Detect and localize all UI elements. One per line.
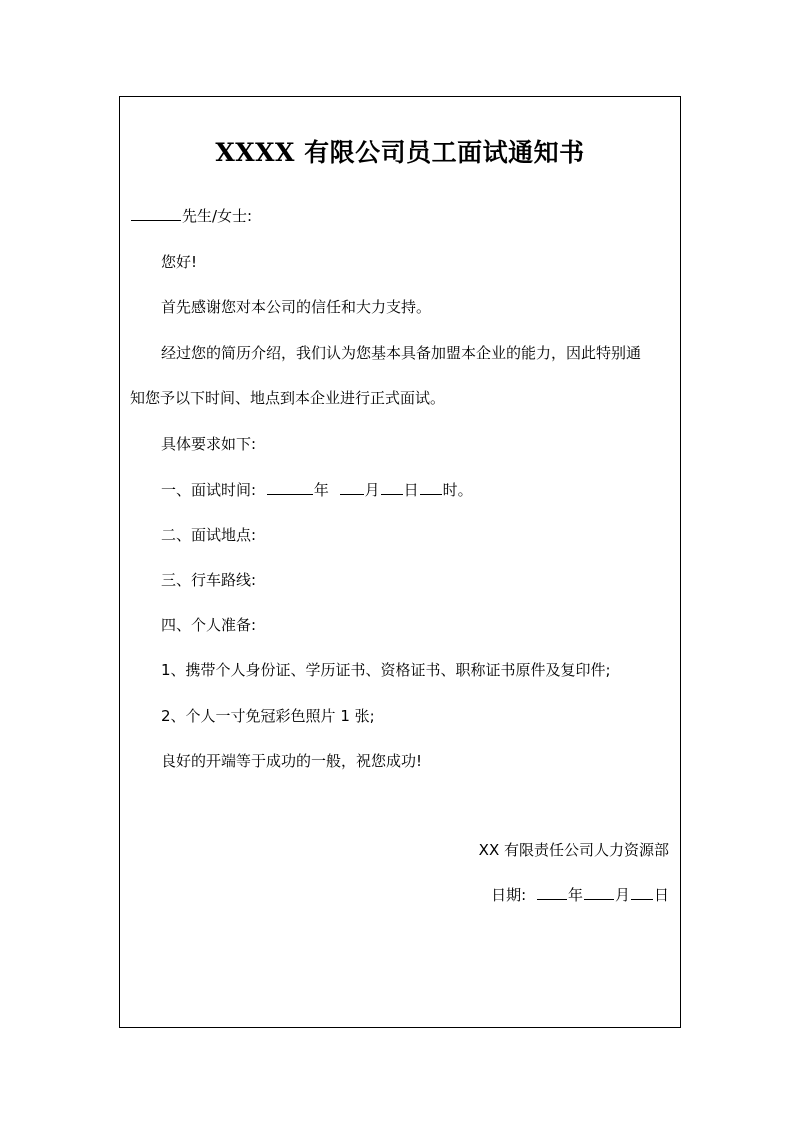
- name-blank[interactable]: [131, 206, 181, 221]
- interview-time-item: [161, 480, 473, 500]
- closing-wish: 良好的开端等于成功的一般，祝您成功!: [161, 752, 423, 770]
- interview-time-label: 一、面试时间:: [161, 481, 257, 499]
- date-year-blank[interactable]: [537, 885, 567, 900]
- signature-department: XX 有限责任公司人力资源部: [478, 841, 669, 859]
- personal-preparation-item: 四、个人准备:: [161, 616, 257, 634]
- year-blank[interactable]: [267, 480, 313, 495]
- date-day-blank[interactable]: [631, 885, 653, 900]
- hour-blank[interactable]: [420, 480, 442, 495]
- month-unit: 月: [364, 481, 380, 499]
- date-line: [491, 885, 669, 905]
- day-blank[interactable]: [381, 480, 403, 495]
- interview-location-item: 二、面试地点:: [161, 526, 257, 544]
- intro-paragraph-line1: 经过您的简历介绍，我们认为您基本具备加盟本企业的能力，因此特别通: [161, 344, 642, 362]
- year-unit: 年: [313, 481, 329, 499]
- date-month-blank[interactable]: [584, 885, 614, 900]
- hour-unit: 时。: [442, 481, 473, 499]
- date-day-unit: 日: [653, 886, 669, 904]
- document-title: XXXX 有限公司员工面试通知书: [215, 138, 585, 167]
- month-blank[interactable]: [340, 480, 364, 495]
- date-month-unit: 月: [614, 886, 630, 904]
- date-label: 日期:: [491, 886, 527, 904]
- driving-route-item: 三、行车路线:: [161, 571, 257, 589]
- salutation-text: 先生/女士:: [182, 207, 253, 225]
- requirements-heading: 具体要求如下:: [161, 435, 257, 453]
- date-year-unit: 年: [567, 886, 583, 904]
- preparation-photo: 2、个人一寸免冠彩色照片 1 张;: [161, 707, 375, 725]
- preparation-documents: 1、携带个人身份证、学历证书、资格证书、职称证书原件及复印件;: [161, 661, 611, 679]
- greeting: 您好!: [161, 253, 198, 271]
- day-unit: 日: [403, 481, 419, 499]
- thanks-paragraph: 首先感谢您对本公司的信任和大力支持。: [161, 298, 432, 316]
- salutation-line: [130, 206, 252, 226]
- intro-paragraph-line2: 知您予以下时间、地点到本企业进行正式面试。: [130, 389, 446, 407]
